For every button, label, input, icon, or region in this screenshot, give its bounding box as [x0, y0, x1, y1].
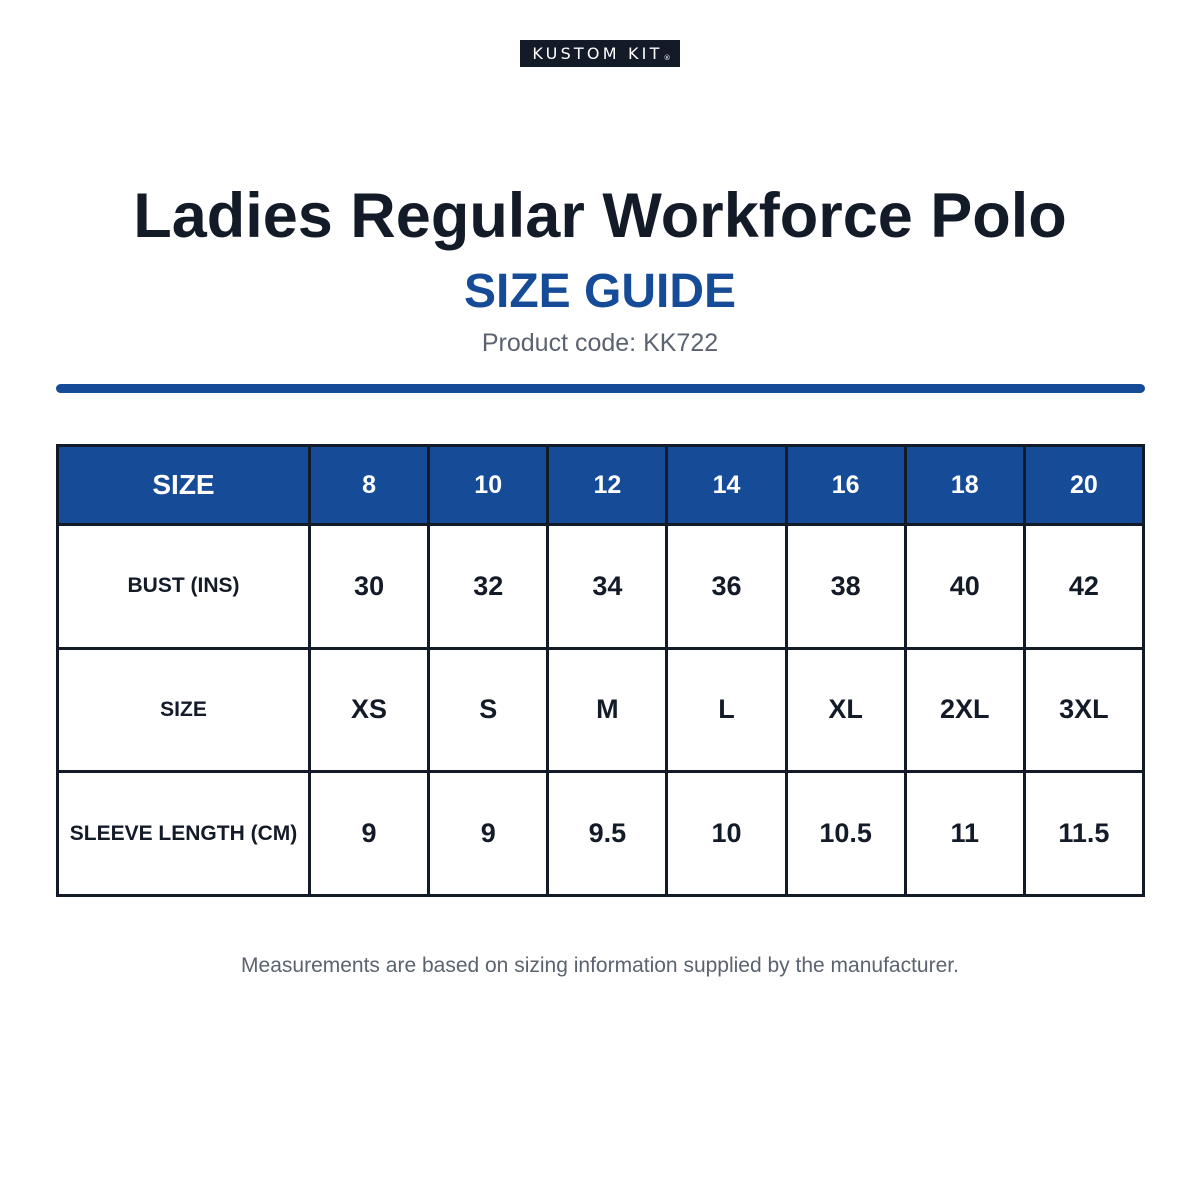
- brand-logo-text: KUSTOM KIT: [532, 44, 663, 63]
- table-cell: 9.5: [548, 772, 667, 896]
- column-header: 8: [310, 446, 429, 525]
- column-header: 14: [667, 446, 786, 525]
- table-cell: XS: [310, 648, 429, 772]
- table-cell: M: [548, 648, 667, 772]
- size-table: [56, 444, 1145, 897]
- row-label: SLEEVE LENGTH (CM): [58, 772, 310, 896]
- row-label: SIZE: [58, 648, 310, 772]
- row-label: BUST (INS): [58, 525, 310, 649]
- brand-logo: [520, 40, 680, 67]
- table-cell: 38: [786, 525, 905, 649]
- table-cell: 9: [429, 772, 548, 896]
- table-cell: 32: [429, 525, 548, 649]
- column-header: 18: [905, 446, 1024, 525]
- table-cell: S: [429, 648, 548, 772]
- registered-mark: ®: [663, 53, 671, 62]
- table-cell: 9: [310, 772, 429, 896]
- title-divider: [56, 384, 1145, 393]
- table-cell: 10: [667, 772, 786, 896]
- table-cell: 42: [1024, 525, 1143, 649]
- table-row: [58, 648, 1144, 772]
- table-row: [58, 525, 1144, 649]
- table-cell: 30: [310, 525, 429, 649]
- page-title: Ladies Regular Workforce Polo: [133, 181, 1067, 251]
- table-row: [58, 772, 1144, 896]
- column-header: SIZE: [58, 446, 310, 525]
- table-header-row: [58, 446, 1144, 525]
- table-cell: XL: [786, 648, 905, 772]
- page-subtitle: SIZE GUIDE: [463, 265, 737, 318]
- footnote: Measurements are based on sizing information supplied by the manufacturer.: [241, 954, 959, 977]
- table-cell: 11.5: [1024, 772, 1143, 896]
- table-cell: L: [667, 648, 786, 772]
- table-cell: 34: [548, 525, 667, 649]
- table-cell: 10.5: [786, 772, 905, 896]
- table-cell: 3XL: [1024, 648, 1143, 772]
- table-cell: 40: [905, 525, 1024, 649]
- column-header: 16: [786, 446, 905, 525]
- product-code: Product code: KK722: [481, 329, 719, 357]
- table-cell: 11: [905, 772, 1024, 896]
- column-header: 10: [429, 446, 548, 525]
- column-header: 20: [1024, 446, 1143, 525]
- table-cell: 2XL: [905, 648, 1024, 772]
- table-cell: 36: [667, 525, 786, 649]
- column-header: 12: [548, 446, 667, 525]
